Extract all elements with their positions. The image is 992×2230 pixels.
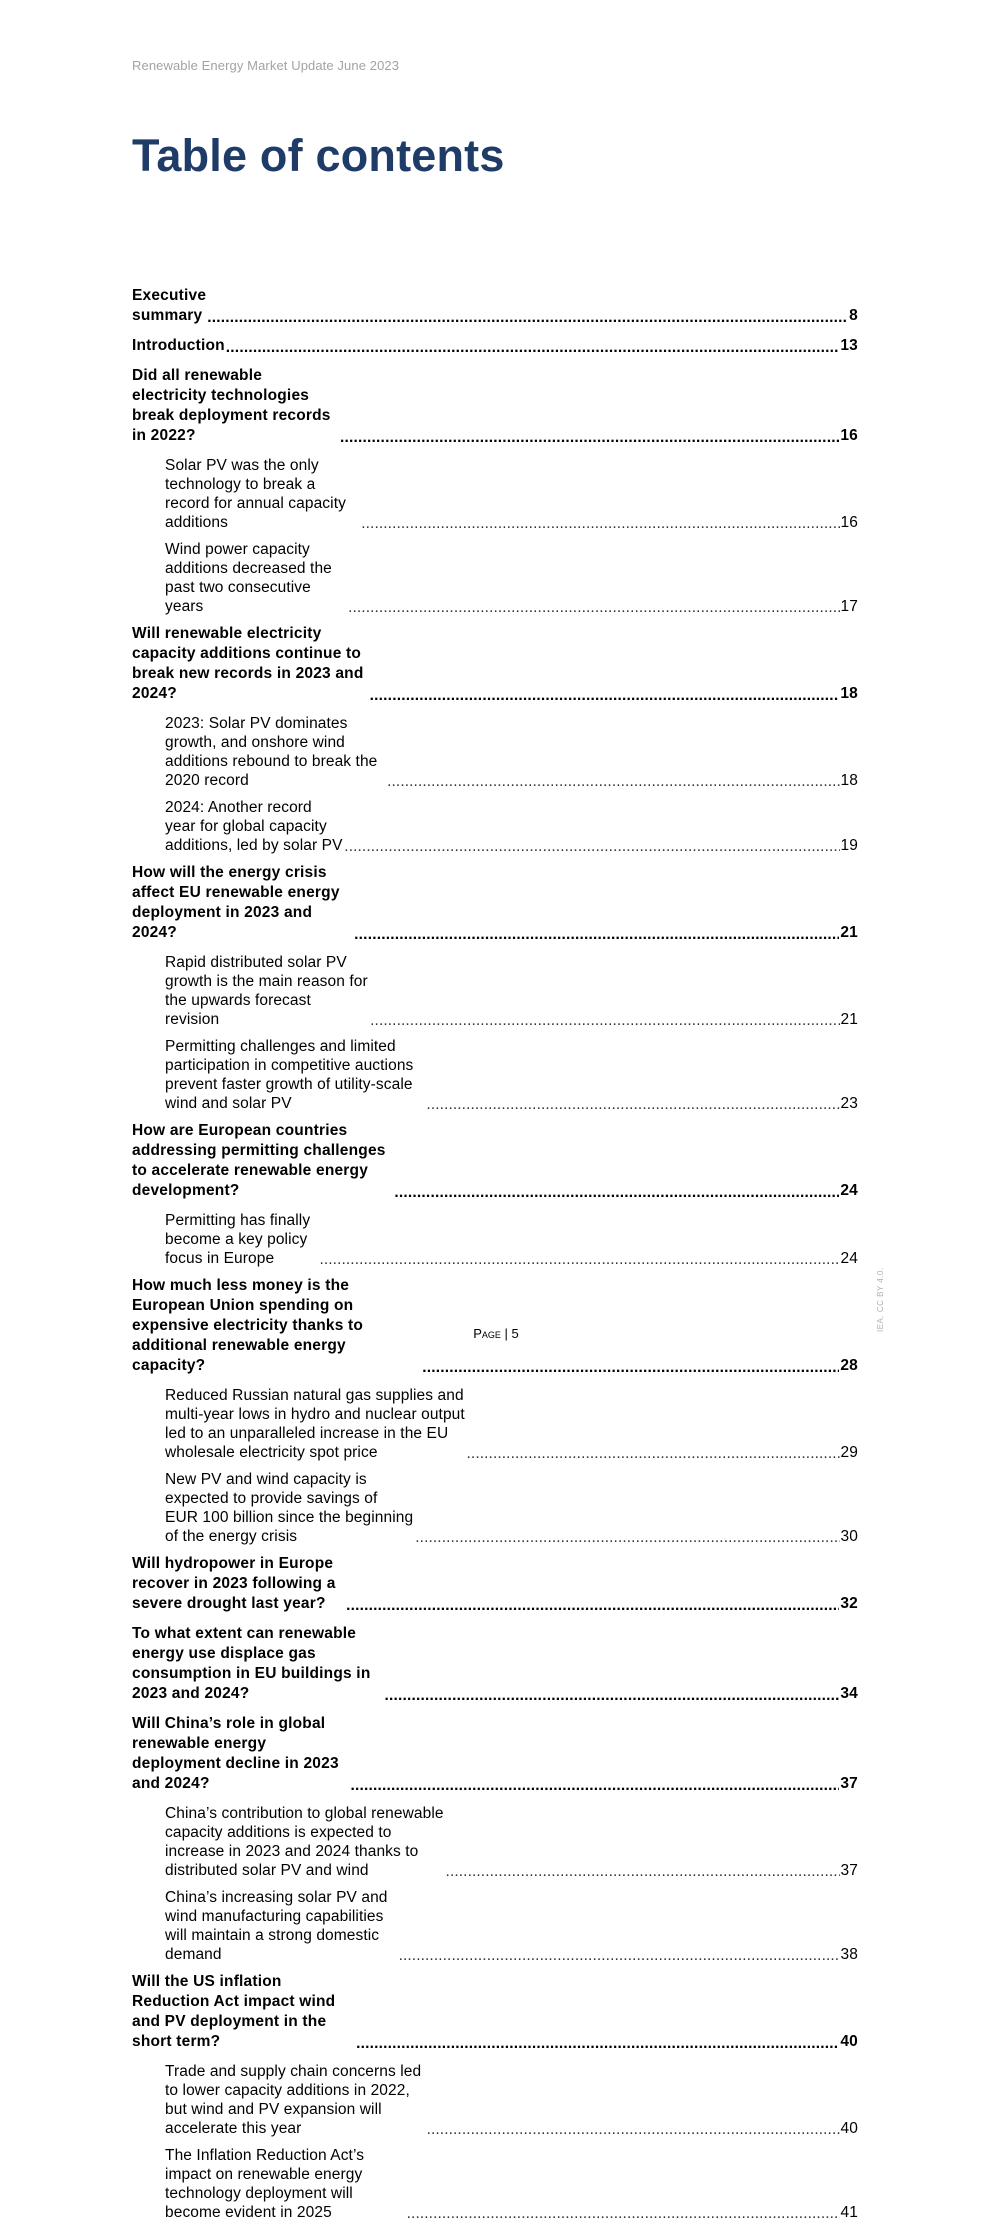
- toc-entry-title: Will China’s role in global renewable energy deployment decline in 2023 and 2024?: [132, 1715, 339, 1792]
- toc-subentry[interactable]: [165, 1037, 858, 1113]
- dot-leader: [361, 514, 839, 532]
- toc-subentry-page: 41: [840, 2204, 858, 2221]
- page-label: Page: [473, 1326, 501, 1341]
- toc-entry-page: 21: [840, 924, 858, 941]
- page-separator: |: [500, 1326, 512, 1341]
- dot-leader: [370, 686, 840, 704]
- dot-leader: [384, 1686, 839, 1704]
- toc-subentry-page: 16: [840, 514, 858, 531]
- toc-entry-title: Will hydropower in Europe recover in 2023 following a severe drought last year?: [132, 1555, 336, 1612]
- dot-leader: [207, 308, 848, 326]
- toc-entry-page: 24: [840, 1182, 858, 1199]
- dot-leader: [354, 925, 839, 943]
- toc-subentry-title: China’s increasing solar PV and wind manufacturing capabilities will maintain a strong domestic demand: [165, 1889, 388, 1963]
- dot-leader: [370, 1011, 839, 1029]
- toc-subentry-title: Reduced Russian natural gas supplies and multi-year lows in hydro and nuclear output led to an unparalleled increase in the EU wholesale electricity spot price: [165, 1387, 465, 1461]
- toc-entry-page: 32: [840, 1595, 858, 1612]
- toc-subentry-page: 40: [840, 2120, 858, 2137]
- toc-entry-title: Executive summary: [132, 287, 207, 324]
- toc-entry[interactable]: [132, 863, 858, 943]
- toc-entry-page: 16: [840, 427, 858, 444]
- toc-entry-title: Will renewable electricity capacity additions continue to break new records in 2023 and 2024?: [132, 625, 364, 702]
- toc-subentry[interactable]: [165, 1211, 858, 1268]
- toc-subentry-title: 2024: Another record year for global capacity additions, led by solar PV: [165, 799, 343, 854]
- toc-subentry-page: 29: [840, 1444, 858, 1461]
- dot-leader: [226, 338, 840, 356]
- toc-entry-page: 13: [840, 337, 858, 354]
- toc-entry-title: To what extent can renewable energy use displace gas consumption in EU buildings in 2023 and 2024?: [132, 1625, 371, 1702]
- dot-leader: [340, 428, 839, 446]
- toc-entry[interactable]: [132, 286, 858, 326]
- toc-entry-title: Introduction: [132, 337, 225, 354]
- toc-subentry[interactable]: [165, 1888, 858, 1964]
- dot-leader: [407, 2204, 840, 2222]
- toc-subentry-title: 2023: Solar PV dominates growth, and onshore wind additions rebound to break the 2020 record: [165, 715, 378, 789]
- dot-leader: [399, 1946, 840, 1964]
- toc-entry[interactable]: [132, 624, 858, 704]
- toc-subentry[interactable]: [165, 953, 858, 1029]
- toc-entry[interactable]: [132, 336, 858, 356]
- toc-subentry[interactable]: [165, 1804, 858, 1880]
- dot-leader: [422, 1358, 839, 1376]
- toc-subentry-page: 30: [840, 1528, 858, 1545]
- toc-subentry-page: 37: [840, 1862, 858, 1879]
- toc-subentry[interactable]: [165, 540, 858, 616]
- toc-subentry[interactable]: [165, 1386, 858, 1462]
- toc-entry-title: Did all renewable electricity technologies break deployment records in 2022?: [132, 367, 331, 444]
- dot-leader: [415, 1528, 839, 1546]
- toc-entry-title: How will the energy crisis affect EU renewable energy deployment in 2023 and 2024?: [132, 864, 340, 941]
- toc-subentry[interactable]: [165, 1470, 858, 1546]
- dot-leader: [394, 1183, 839, 1201]
- toc-subentry[interactable]: [165, 798, 858, 855]
- toc-subentry-page: 17: [840, 598, 858, 615]
- toc-subentry[interactable]: [165, 2146, 858, 2222]
- toc-subentry-title: Permitting challenges and limited participation in competitive auctions prevent faster growth of utility-scale wind and solar PV: [165, 1038, 414, 1112]
- dot-leader: [346, 1596, 839, 1614]
- toc-subentry-page: 18: [840, 772, 858, 789]
- dot-leader: [427, 2120, 840, 2138]
- toc-entry-page: 28: [840, 1357, 858, 1374]
- toc-entry-page: 18: [840, 685, 858, 702]
- toc-entry-page: 34: [840, 1685, 858, 1702]
- toc-entry-title: How are European countries addressing permitting challenges to accelerate renewable energy development?: [132, 1122, 386, 1199]
- page-title: Table of contents: [132, 130, 505, 181]
- toc-entry[interactable]: [132, 1972, 858, 2052]
- toc-subentry-title: New PV and wind capacity is expected to provide savings of EUR 100 billion since the beginning of the energy crisis: [165, 1471, 414, 1545]
- dot-leader: [387, 772, 839, 790]
- toc-subentry-title: China’s contribution to global renewable capacity additions is expected to increase in 2023 and 2024 thanks to distributed solar PV and wind: [165, 1805, 444, 1879]
- page-footer: [0, 1326, 992, 1341]
- dot-leader: [426, 1095, 839, 1113]
- toc-entry[interactable]: [132, 1714, 858, 1794]
- toc-entry[interactable]: [132, 1624, 858, 1704]
- dot-leader: [344, 837, 839, 855]
- toc-subentry-page: 21: [840, 1011, 858, 1028]
- toc-subentry-title: Solar PV was the only technology to break a record for annual capacity additions: [165, 457, 346, 531]
- toc-subentry-title: Rapid distributed solar PV growth is the main reason for the upwards forecast revision: [165, 954, 368, 1028]
- toc-subentry-title: Permitting has finally become a key policy focus in Europe: [165, 1212, 311, 1267]
- dot-leader: [356, 2034, 839, 2052]
- toc-subentry-page: 19: [840, 837, 858, 854]
- toc-entry-page: 37: [840, 1775, 858, 1792]
- toc-subentry-page: 38: [840, 1946, 858, 1963]
- toc-entry[interactable]: [132, 1554, 858, 1614]
- table-of-contents: [132, 286, 858, 2230]
- dot-leader: [350, 1776, 839, 1794]
- toc-entry-title: How much less money is the European Union spending on expensive electricity thanks to additional renewable energy capacity?: [132, 1277, 364, 1374]
- running-header: Renewable Energy Market Update June 2023: [132, 58, 400, 73]
- dot-leader: [348, 598, 839, 616]
- toc-entry[interactable]: [132, 366, 858, 446]
- toc-subentry-page: 24: [840, 1250, 858, 1267]
- toc-entry-page: 40: [840, 2033, 858, 2050]
- license-credit: IEA. CC BY 4.0.: [876, 1267, 885, 1332]
- toc-subentry[interactable]: [165, 2062, 858, 2138]
- dot-leader: [446, 1862, 840, 1880]
- page-number: 5: [511, 1326, 519, 1341]
- toc-subentry-title: The Inflation Reduction Act’s impact on renewable energy technology deployment will become evident in 2025: [165, 2147, 365, 2221]
- toc-subentry-page: 23: [840, 1095, 858, 1112]
- toc-subentry-title: Trade and supply chain concerns led to lower capacity additions in 2022, but wind and PV expansion will accelerate this year: [165, 2063, 422, 2137]
- toc-entry-page: 8: [849, 307, 858, 324]
- toc-subentry[interactable]: [165, 714, 858, 790]
- dot-leader: [467, 1444, 840, 1462]
- toc-subentry-title: Wind power capacity additions decreased the past two consecutive years: [165, 541, 332, 615]
- toc-entry[interactable]: [132, 1121, 858, 1201]
- dot-leader: [319, 1250, 839, 1268]
- toc-entry-title: Will the US inflation Reduction Act impact wind and PV deployment in the short term?: [132, 1973, 336, 2050]
- toc-subentry[interactable]: [165, 456, 858, 532]
